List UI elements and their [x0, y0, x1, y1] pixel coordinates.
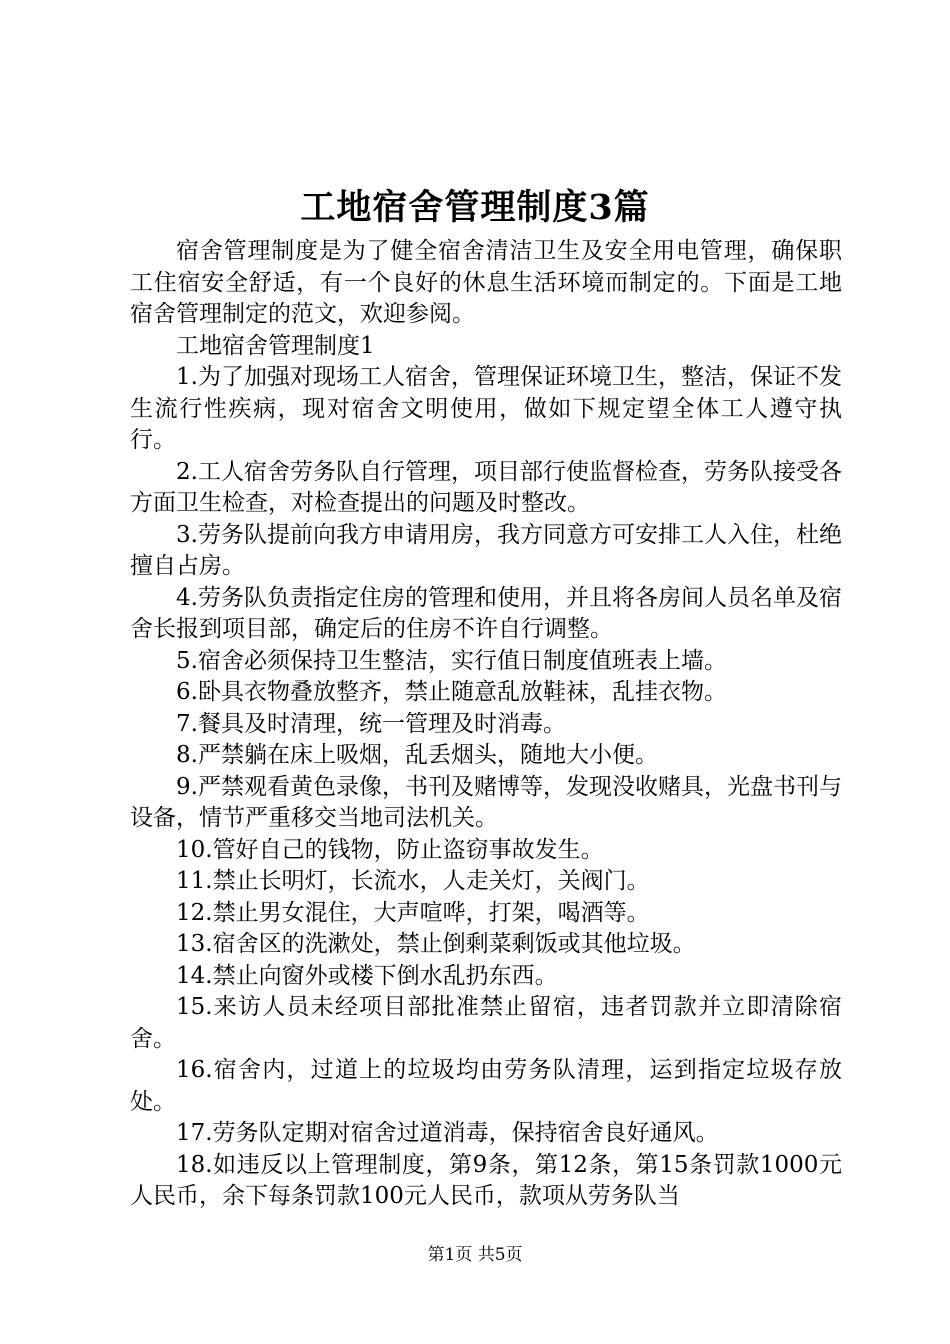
intro-paragraph: 宿舍管理制度是为了健全宿舍清洁卫生及安全用电管理，确保职工住宿安全舒适，有一个良好的休息生活环境而制定的。下面是工地宿舍管理制定的范文，欢迎参阅。 — [130, 238, 842, 327]
rule-item-15: 15.来访人员未经项目部批准禁止留宿，违者罚款并立即清除宿舍。 — [130, 994, 842, 1052]
rule-item-1: 1.为了加强对现场工人宿舍，管理保证环境卫生，整洁，保证不发生流行性疾病，现对宿舍文明使用，做如下规定望全体工人遵守执行。 — [130, 364, 842, 453]
rule-item-4: 4.劳务队负责指定住房的管理和使用，并且将各房间人员名单及宿舍长报到项目部，确定后的住房不许自行调整。 — [130, 584, 842, 642]
rule-item-16: 16.宿舍内，过道上的垃圾均由劳务队清理，运到指定垃圾存放处。 — [130, 1057, 842, 1115]
rule-item-18: 18.如违反以上管理制度，第9条，第12条，第15条罚款1000元人民币，余下每条罚款100元人民币，款项从劳务队当 — [130, 1151, 842, 1209]
rule-item-8: 8.严禁躺在床上吸烟，乱丢烟头，随地大小便。 — [176, 742, 658, 768]
rule-item-10: 10.管好自己的钱物，防止盗窃事故发生。 — [176, 836, 604, 863]
rule-item-7: 7.餐具及时清理，统一管理及时消毒。 — [176, 710, 566, 737]
rule-item-6: 6.卧具衣物叠放整齐，禁止随意乱放鞋袜，乱挂衣物。 — [176, 679, 727, 705]
rule-item-11: 11.禁止长明灯，长流水，人走关灯，关阀门。 — [176, 868, 650, 894]
page-footer: 第1页 共5页 — [427, 1245, 523, 1265]
rule-item-2: 2.工人宿舍劳务队自行管理，项目部行使监督检查，劳务队接受各方面卫生检查，对检查提出的问题及时整改。 — [130, 458, 842, 516]
rule-item-14: 14.禁止向窗外或楼下倒水乱扔东西。 — [176, 962, 558, 989]
document-title: 工地宿舍管理制度3篇 — [300, 187, 650, 228]
rule-item-12: 12.禁止男女混住，大声喧哗，打架，喝酒等。 — [176, 899, 650, 926]
rule-item-13: 13.宿舍区的洗漱处，禁止倒剩菜剩饭或其他垃圾。 — [176, 931, 696, 957]
rule-item-9: 9.严禁观看黄色录像，书刊及赌博等，发现没收赌具，光盘书刊与设备，情节严重移交当地司法机关。 — [130, 773, 842, 831]
rule-item-17: 17.劳务队定期对宿舍过道消毒，保持宿舍良好通风。 — [176, 1120, 719, 1146]
rule-item-5: 5.宿舍必须保持卫生整洁，实行值日制度值班表上墙。 — [176, 647, 727, 674]
document-body — [130, 236, 842, 1213]
section-heading: 工地宿舍管理制度1 — [176, 332, 375, 359]
rule-item-3: 3.劳务队提前向我方申请用房，我方同意方可安排工人入住，杜绝擅自占房。 — [130, 521, 842, 579]
